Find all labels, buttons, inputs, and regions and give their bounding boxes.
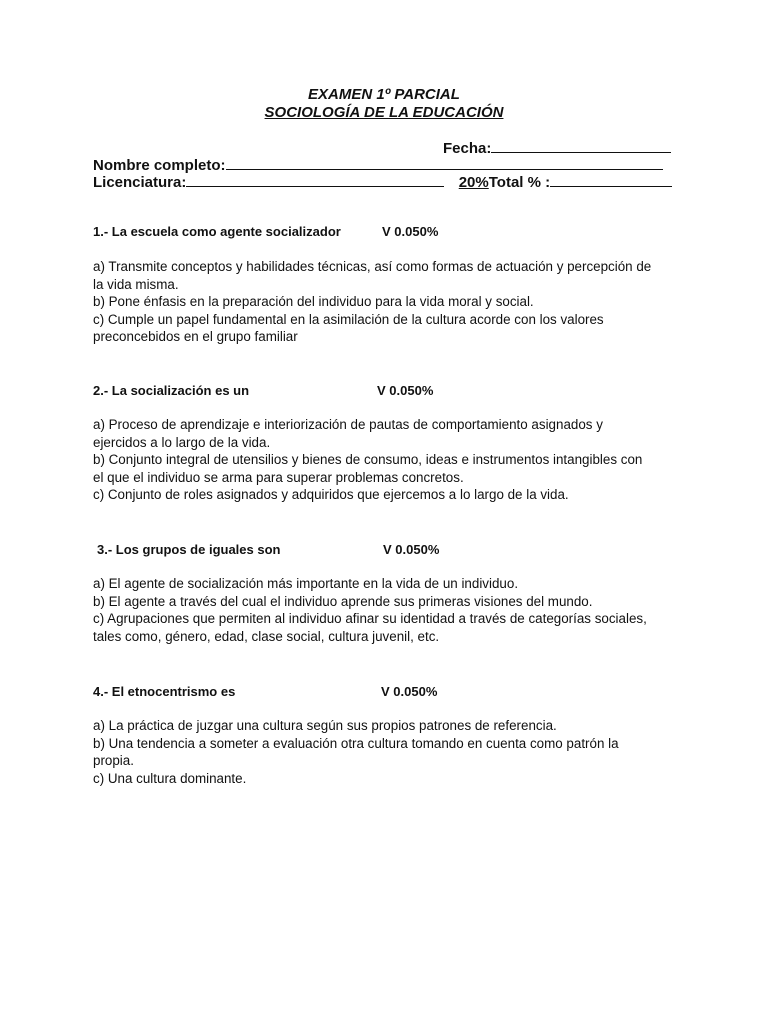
fecha-field[interactable] bbox=[491, 138, 671, 153]
question-text: 4.- El etnocentrismo es bbox=[93, 684, 236, 699]
question-2 bbox=[93, 382, 434, 399]
question-value: V 0.050% bbox=[382, 224, 439, 239]
exam-subject: SOCIOLOGÍA DE LA EDUCACIÓN bbox=[264, 104, 504, 121]
option-b[interactable]: b) El agente a través del cual el individuo aprende sus primeras visiones del mundo. bbox=[93, 593, 593, 609]
option-a[interactable]: a) Proceso de aprendizaje e interiorización de pautas de comportamiento asignados y ejercidos a lo largo de la vida. bbox=[93, 417, 603, 450]
total-label: Total % : bbox=[488, 174, 551, 191]
option-b[interactable]: b) Pone énfasis en la preparación del individuo para la vida moral y social. bbox=[93, 294, 534, 310]
nombre-label: Nombre completo: bbox=[93, 157, 226, 174]
fecha-label: Fecha: bbox=[443, 140, 492, 157]
option-a[interactable]: a) La práctica de juzgar una cultura según sus propios patrones de referencia. bbox=[93, 718, 557, 733]
option-c[interactable]: c) Conjunto de roles asignados y adquiridos que ejercemos a lo largo de la vida. bbox=[93, 487, 569, 503]
question-4-options bbox=[93, 717, 653, 787]
nombre-field[interactable] bbox=[226, 155, 663, 170]
option-b[interactable]: b) Conjunto integral de utensilios y bienes de consumo, ideas e instrumentos intangibles con el que el individuo se arma para superar problemas concretos. bbox=[93, 452, 643, 485]
total-field[interactable] bbox=[550, 172, 672, 187]
question-4 bbox=[93, 683, 438, 700]
question-2-options bbox=[93, 416, 653, 504]
question-text: 2.- La socialización es un bbox=[93, 383, 250, 398]
option-c[interactable]: c) Agrupaciones que permiten al individuo afinar su identidad a través de categorías sociales, tales como, género, edad, clase social, cultura juvenil, etc. bbox=[93, 611, 647, 644]
question-3-options bbox=[93, 575, 653, 645]
question-1 bbox=[93, 223, 439, 240]
licenciatura-label: Licenciatura: bbox=[93, 174, 187, 191]
option-a[interactable]: a) El agente de socialización más importante en la vida de un individuo. bbox=[93, 576, 519, 591]
option-a[interactable]: a) Transmite conceptos y habilidades técnicas, así como formas de actuación y percepción de la vida misma. bbox=[93, 259, 652, 292]
question-1-options bbox=[93, 258, 653, 346]
licenciatura-field[interactable] bbox=[186, 172, 444, 187]
question-value: V 0.050% bbox=[377, 383, 434, 398]
percent-value: 20% bbox=[458, 174, 489, 191]
question-text: 3.- Los grupos de iguales son bbox=[97, 542, 281, 557]
option-c[interactable]: c) Cumple un papel fundamental en la asimilación de la cultura acorde con los valores preconcebidos en el grupo familiar bbox=[93, 311, 604, 345]
question-value: V 0.050% bbox=[383, 542, 440, 557]
exam-title: EXAMEN 1º PARCIAL bbox=[308, 86, 460, 103]
licenciatura-row bbox=[93, 172, 672, 192]
option-b[interactable]: b) Una tendencia a someter a evaluación otra cultura tomando en cuenta como patrón la propia. bbox=[93, 735, 619, 769]
question-3 bbox=[97, 541, 440, 558]
option-c[interactable]: c) Una cultura dominante. bbox=[93, 770, 247, 786]
question-value: V 0.050% bbox=[381, 684, 438, 699]
question-text: 1.- La escuela como agente socializador bbox=[93, 224, 341, 239]
